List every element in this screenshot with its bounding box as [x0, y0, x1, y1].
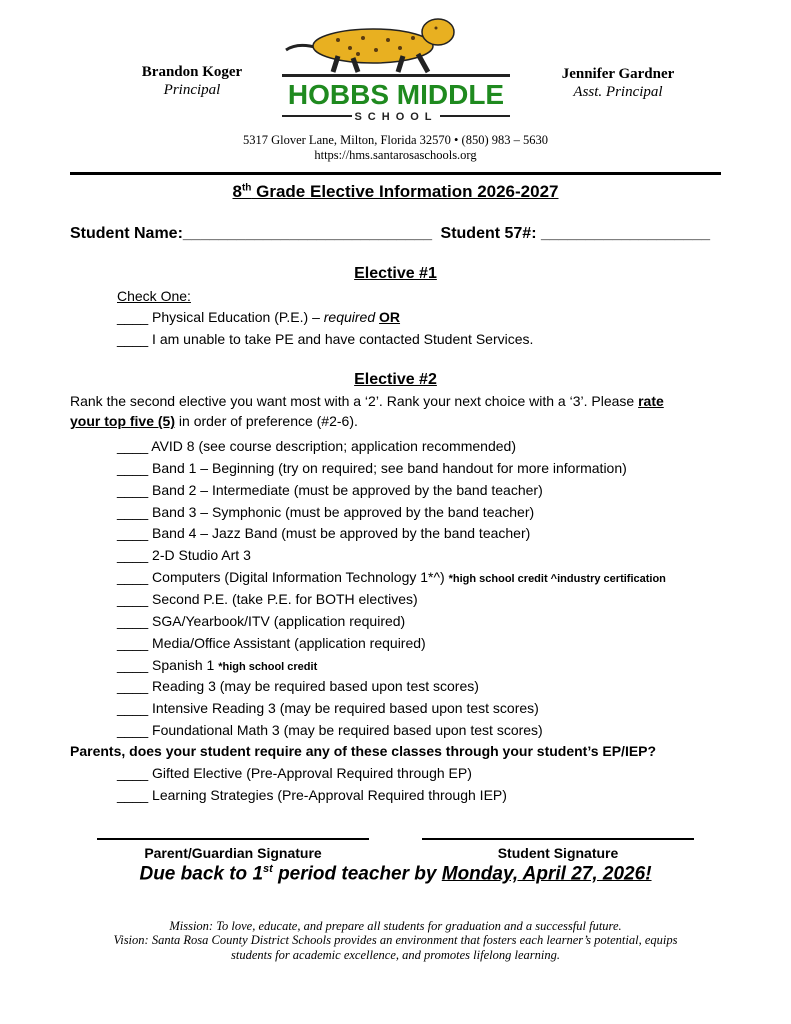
elective-label: Band 1 – Beginning (try on required; see band handout for more information)	[152, 459, 627, 476]
elective-label: Second P.E. (take P.E. for BOTH electives)	[152, 590, 418, 607]
rank-blank[interactable]: ____	[117, 569, 149, 586]
header-divider	[70, 172, 721, 175]
rank-blank[interactable]: ____	[117, 612, 149, 629]
elective-item	[117, 613, 405, 629]
elective-label: Learning Strategies (Pre-Approval Required through IEP)	[152, 787, 507, 803]
elective-item	[117, 635, 426, 651]
elective-item	[117, 765, 472, 781]
parents-question: Parents, does your student require any of these classes through your student’s EP/IEP?	[70, 743, 657, 759]
elective2-instructions-line1: Rank the second elective you want most with a ‘2’. Rank your next choice with a ‘3’. Please rate	[70, 393, 664, 409]
rank-blank[interactable]: ____	[117, 656, 149, 673]
vision-statement-line2: students for academic excellence, and promotes lifelong learning.	[231, 948, 560, 962]
elective-label: Reading 3 (may be required based upon test scores)	[152, 678, 479, 695]
elective-label: Spanish 1	[152, 656, 215, 673]
elective-label: Computers (Digital Information Technology 1*^)	[152, 569, 445, 586]
elective-label: Band 4 – Jazz Band (must be approved by the band teacher)	[152, 525, 531, 542]
elective-item	[117, 591, 418, 607]
parent-signature-line[interactable]	[97, 838, 369, 840]
school-logo	[278, 8, 514, 123]
asst-principal-name: Jennifer Gardner	[561, 66, 675, 82]
school-address: 5317 Glover Lane, Milton, Florida 32570 • (850) 983 – 5630	[242, 133, 549, 147]
elective-label: Foundational Math 3 (may be required based upon test scores)	[152, 722, 543, 739]
student-name-label: Student Name:	[70, 225, 183, 242]
check-one-label: Check One:	[117, 288, 191, 304]
elective-label: 2-D Studio Art 3	[152, 547, 251, 564]
option-blank[interactable]: ____	[117, 331, 149, 347]
elective-label: Media/Office Assistant (application required)	[152, 634, 426, 651]
rank-blank[interactable]: ____	[117, 700, 149, 717]
elective-item	[117, 504, 534, 520]
elective-item	[117, 678, 479, 694]
due-date: Monday, April 27, 2026!	[441, 863, 652, 885]
elective-item	[117, 787, 507, 803]
elective-item	[117, 547, 251, 563]
elective2-instructions-line2: your top five (5) in order of preference (#2-6).	[70, 413, 358, 429]
rank-blank[interactable]: ____	[117, 525, 149, 542]
mission-statement: Mission: To love, educate, and prepare all students for graduation and a successful future.	[169, 919, 622, 933]
logo-subtext: SCHOOL	[354, 111, 438, 123]
student-info-row	[70, 225, 710, 243]
rank-blank[interactable]: ____	[117, 722, 149, 739]
rank-blank[interactable]: ____	[117, 481, 149, 498]
rank-blank[interactable]: ____	[117, 765, 149, 781]
elective1-option-pe: ____ Physical Education (P.E.) – required OR	[117, 309, 401, 325]
elective-label: SGA/Yearbook/ITV (application required)	[152, 612, 406, 629]
principal-role: Principal	[163, 82, 221, 98]
logo-text: HOBBS MIDDLE	[287, 79, 505, 110]
elective1-option-no-pe: ____ I am unable to take PE and have contacted Student Services.	[117, 331, 534, 347]
option-blank[interactable]: ____	[117, 309, 149, 325]
elective-item	[117, 438, 516, 454]
elective-item	[117, 657, 317, 673]
elective-item	[117, 569, 666, 585]
student-signature-label: Student Signature	[497, 845, 619, 861]
elective-item	[117, 482, 543, 498]
elective-item	[117, 700, 539, 716]
elective-item	[117, 460, 627, 476]
rank-blank[interactable]: ____	[117, 634, 149, 651]
asst-principal-role: Asst. Principal	[573, 84, 663, 100]
rank-blank[interactable]: ____	[117, 678, 149, 695]
student-name-field[interactable]: ____________________________	[182, 225, 433, 242]
principal-name: Brandon Koger	[141, 64, 243, 80]
student-signature-line[interactable]	[422, 838, 694, 840]
elective-label: Intensive Reading 3 (may be required based upon test scores)	[152, 700, 539, 717]
vision-statement-line1: Vision: Santa Rosa County District Schools provides an environment that fosters each learner’s potential, equips	[113, 933, 678, 947]
elective2-heading: Elective #2	[354, 371, 437, 388]
elective1-heading: Elective #1	[354, 265, 437, 282]
rank-blank[interactable]: ____	[117, 438, 149, 454]
rank-blank[interactable]: ____	[117, 547, 149, 564]
credit-note: *high school credit ^industry certification	[448, 573, 666, 586]
elective-label: Gifted Elective (Pre-Approval Required through EP)	[152, 765, 472, 781]
leopard-logo-icon	[278, 8, 514, 123]
elective-label: AVID 8 (see course description; application recommended)	[151, 438, 516, 454]
school-url: https://hms.santarosaschools.org	[314, 148, 477, 162]
elective-item	[117, 722, 543, 738]
elective-label: Band 2 – Intermediate (must be approved by the band teacher)	[152, 481, 543, 498]
student-id-label: Student 57#:	[440, 225, 537, 242]
page-title: 8th Grade Elective Information 2026-2027	[232, 182, 559, 201]
student-id-field[interactable]: ___________________	[540, 225, 711, 242]
rank-blank[interactable]: ____	[117, 459, 149, 476]
parent-signature-label: Parent/Guardian Signature	[144, 845, 322, 861]
elective-item	[117, 525, 530, 541]
rank-blank[interactable]: ____	[117, 503, 149, 520]
credit-note: *high school credit	[218, 660, 318, 673]
rank-blank[interactable]: ____	[117, 590, 149, 607]
due-date-notice: Due back to 1st period teacher by Monday, April 27, 2026!	[139, 863, 652, 885]
rank-blank[interactable]: ____	[117, 787, 149, 803]
elective-label: Band 3 – Symphonic (must be approved by the band teacher)	[152, 503, 535, 520]
